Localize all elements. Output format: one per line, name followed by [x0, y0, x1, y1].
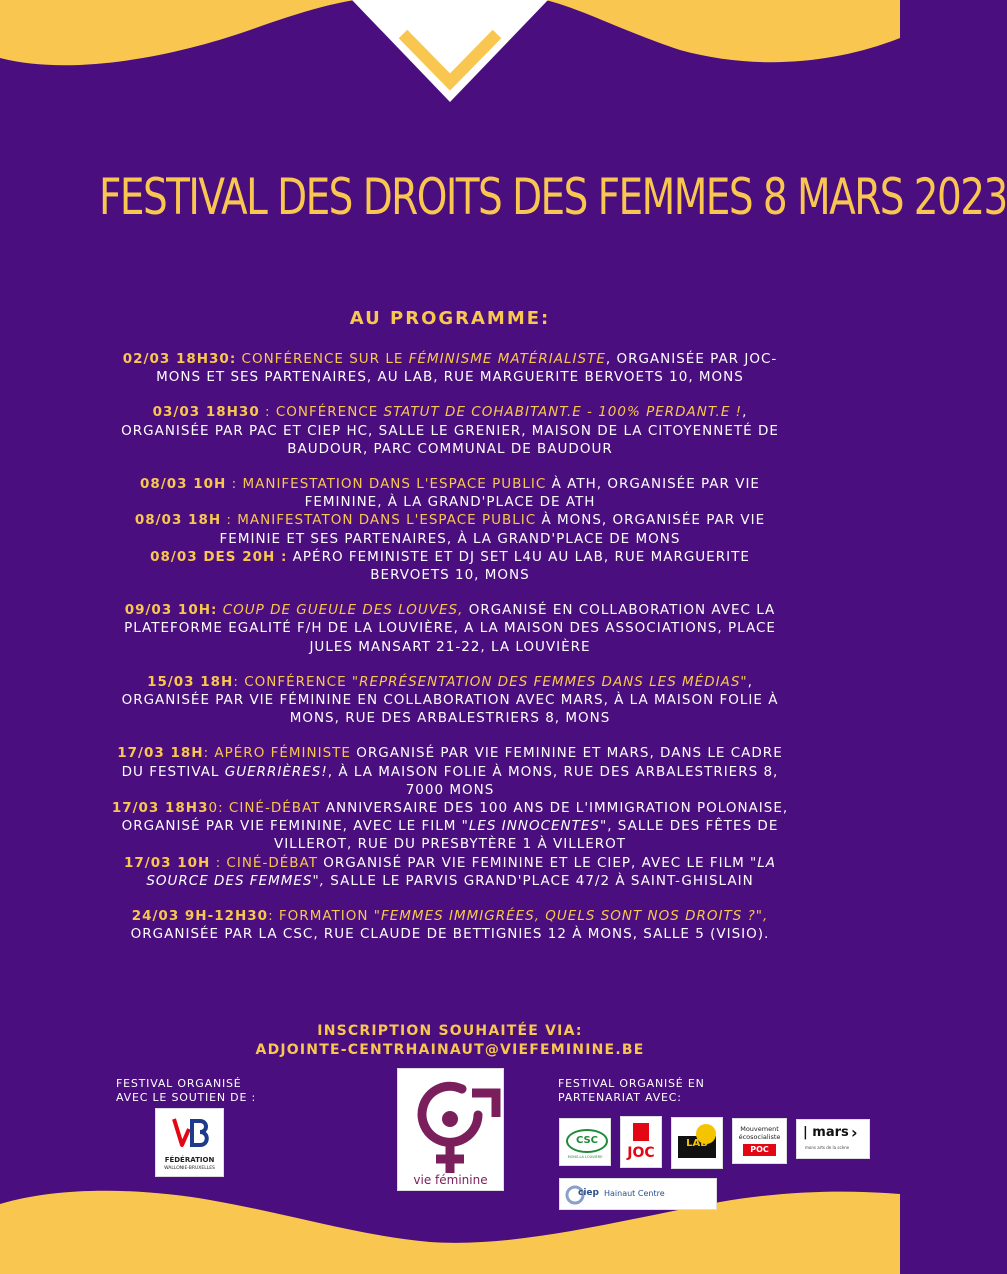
federation-wb-emblem-icon [156, 1113, 223, 1157]
page-title: FESTIVAL DES DROITS DES FEMMES 8 MARS 2023 [99, 168, 1007, 226]
inscription-label: INSCRIPTION SOUHAITÉE VIA: [317, 1023, 583, 1039]
event-item: 17/03 10H : CINÉ-DÉBAT ORGANISÉ PAR VIE FEMININE ET LE CIEP, AVEC LE FILM "LA SOURCE DES FEMMES", SALLE LE PARVIS GRAND'PLACE 47/2 À SAINT-GHISLAIN [123, 854, 777, 889]
event-item: 03/03 18H30 : CONFÉRENCE STATUT DE COHABITANT.E - 100% PERDANT.E !, ORGANISÉE PAR PAC ET CIEP HC, SALLE LE GRENIER, MAISON DE LA CITOYENNETÉ DE BAUDOUR, PARC COMMUNAL DE BAUDOUR [121, 404, 779, 457]
event-group [110, 744, 790, 890]
mars-logo: | mars › mons arts de la scène [796, 1119, 870, 1159]
event-group [110, 907, 790, 943]
federation-wallonie-bruxelles-logo: FÉDÉRATION WALLONIE-BRUXELLES [155, 1108, 224, 1177]
ciep-hainaut-centre-logo: ciep Hainaut Centre [559, 1178, 717, 1210]
chevron-right-icon: › [851, 1123, 858, 1142]
event-item: 02/03 18H30: CONFÉRENCE SUR LE FÉMINISME MATÉRIALISTE, ORGANISÉE PAR JOC-MONS ET SES PARTENAIRES, AU LAB, RUE MARGUERITE BERVOETS 10, MONS [122, 351, 778, 386]
inscription-block [0, 1022, 900, 1060]
event-group [110, 403, 790, 458]
event-group [110, 673, 790, 728]
joc-logo: JOC [620, 1116, 662, 1168]
event-item: 17/03 18H30: CINÉ-DÉBAT ANNIVERSAIRE DES 100 ANS DE L'IMMIGRATION POLONAISE, ORGANISÉ PAR VIE FEMININE, AVEC LE FILM "LES INNOCENTES", SALLE DES FÊTES DE VILLEROT, RUE DU PRESBYTÈRE 1 À VILLEROT [111, 800, 789, 853]
event-group [110, 475, 790, 584]
partners-label: FESTIVAL ORGANISÉ EN PARTENARIAT AVEC: [558, 1077, 705, 1104]
event-group [110, 601, 790, 656]
vie-feminine-symbol-icon [398, 1077, 503, 1177]
event-item: 09/03 10H: COUP DE GUEULE DES LOUVES, ORGANISÉ EN COLLABORATION AVEC LA PLATEFORME EGALITÉ F/H DE LA LOUVIÈRE, A LA MAISON DES ASSOCIATIONS, PLACE JULES MANSART 21-22, LA LOUVIÈRE [124, 602, 776, 655]
vie-feminine-logo: vie féminine [397, 1068, 504, 1191]
joc-flag-icon [621, 1119, 661, 1143]
lab-logo: LAB [671, 1117, 723, 1169]
event-item: 08/03 DES 20H : APÉRO FEMINISTE ET DJ SET L4U AU LAB, RUE MARGUERITE BERVOETS 10, MONS [150, 548, 750, 584]
top-wave-decoration [0, 0, 900, 110]
support-label: FESTIVAL ORGANISÉ AVEC LE SOUTIEN DE : [116, 1077, 257, 1104]
program-list [110, 350, 790, 960]
csc-logo: CSC MONS-LA LOUVIÈRE [559, 1118, 611, 1166]
event-item: 08/03 10H : MANIFESTATION DANS L'ESPACE PUBLIC À ATH, ORGANISÉE PAR VIE FEMININE, À LA GRAND'PLACE DE ATH [140, 476, 760, 511]
event-group [110, 350, 790, 386]
inscription-email-link[interactable]: ADJOINTE-CENTRHAINAUT@VIEFEMININE.BE [255, 1042, 645, 1058]
event-item: 08/03 18H : MANIFESTATON DANS L'ESPACE PUBLIC À MONS, ORGANISÉE PAR VIE FEMINIE ET SES PARTENAIRES, À LA GRAND'PLACE DE MONS [134, 512, 766, 547]
event-item: 24/03 9H-12H30: FORMATION "FEMMES IMMIGRÉES, QUELS SONT NOS DROITS ?", ORGANISÉE PAR LA CSC, RUE CLAUDE DE BETTIGNIES 12 À MONS, SALLE 5 (VISIO). [130, 908, 770, 943]
program-heading: AU PROGRAMME: [349, 308, 551, 329]
event-item: 17/03 18H: APÉRO FÉMINISTE ORGANISÉ PAR VIE FEMININE ET MARS, DANS LE CADRE DU FESTIVAL GUERRIÈRES!, À LA MAISON FOLIE À MONS, RUE DES ARBALESTRIERS 8, 7000 MONS [117, 745, 783, 798]
event-item: 15/03 18H: CONFÉRENCE "REPRÉSENTATION DES FEMMES DANS LES MÉDIAS", ORGANISÉE PAR VIE FÉMININE EN COLLABORATION AVEC MARS, À LA MAISON FOLIE À MONS, RUE DES ARBALESTRIERS 8, MONS [121, 673, 779, 727]
mouvement-ecosocialiste-logo: Mouvement écosocialiste POC [732, 1118, 787, 1164]
